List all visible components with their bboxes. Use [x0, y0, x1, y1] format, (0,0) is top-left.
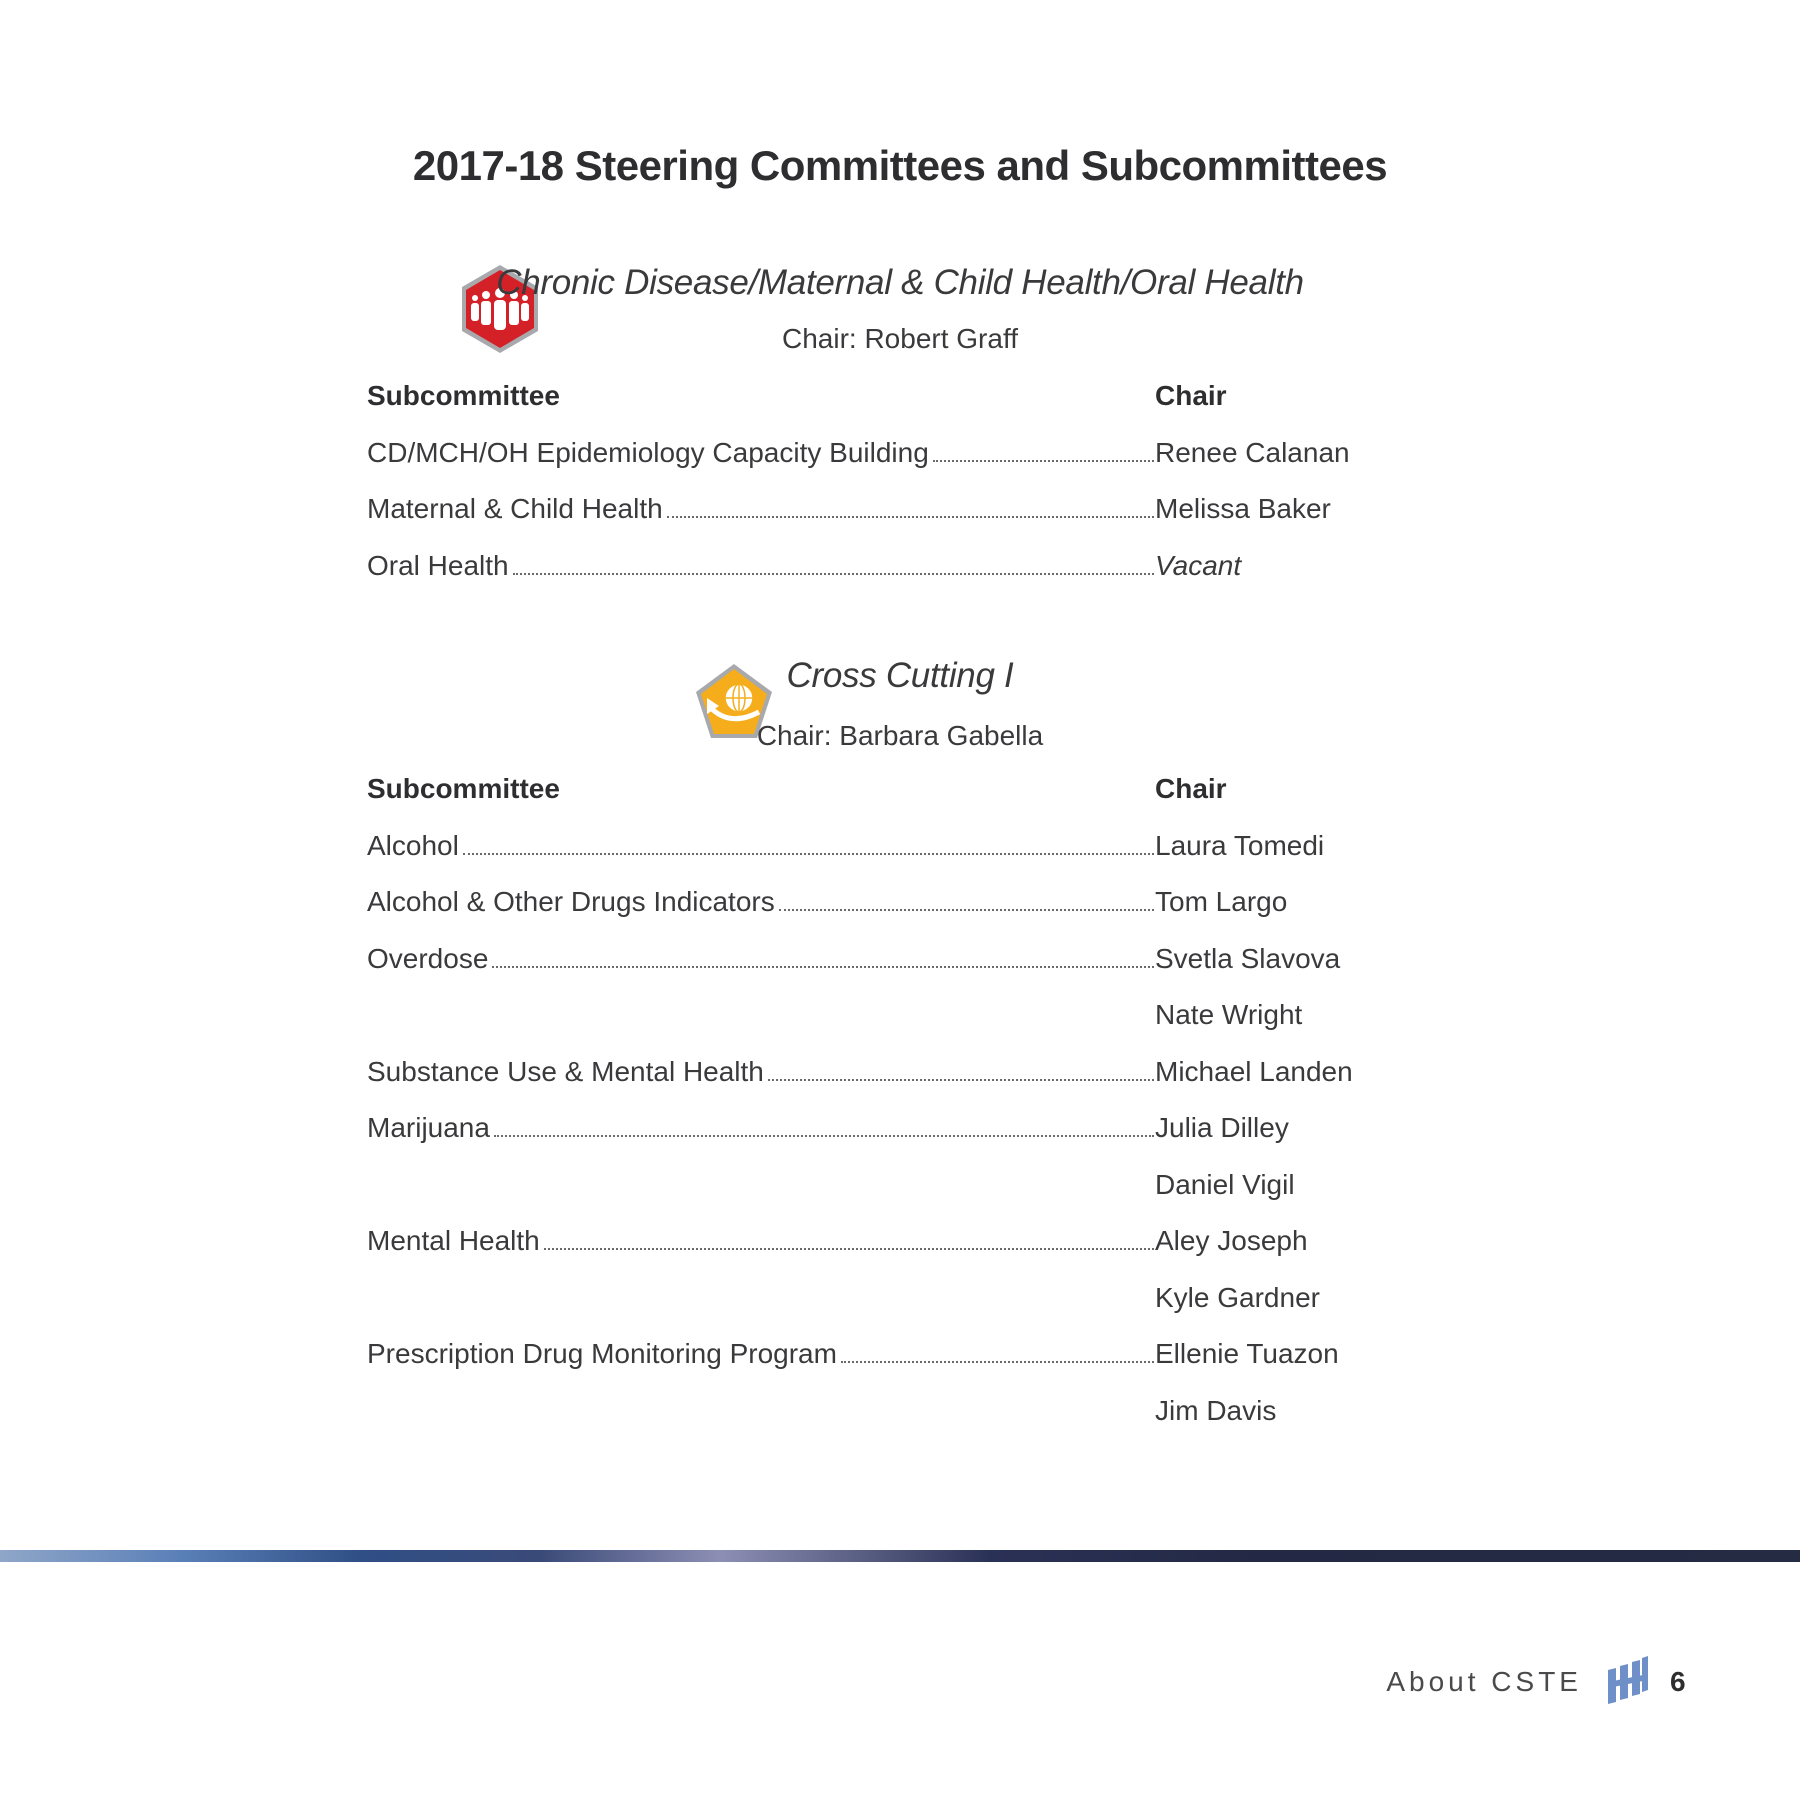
header-subcommittee: Subcommittee — [367, 773, 560, 804]
subcommittee-chair: Melissa Baker — [1155, 493, 1331, 524]
committee-chair: Chair: Barbara Gabella — [756, 720, 1044, 751]
subcommittee-name: Alcohol & Other Drugs Indicators — [367, 886, 775, 917]
subcommittee-chair: Ellenie Tuazon — [1155, 1338, 1339, 1369]
footer-gradient-bar — [0, 1550, 1800, 1562]
page-title: 2017-18 Steering Committees and Subcommittees — [412, 142, 1388, 189]
subcommittee-name: Maternal & Child Health — [367, 493, 663, 524]
cste-logo-icon — [1604, 1656, 1650, 1709]
committee-name: Cross Cutting I — [786, 656, 1014, 695]
leader-dots — [492, 965, 1154, 968]
subcommittee-chair: Kyle Gardner — [1155, 1281, 1320, 1313]
table-row — [367, 1338, 1339, 1395]
subcommittee-chair: Jim Davis — [1155, 1394, 1277, 1426]
page-number: 6 — [1670, 1666, 1686, 1697]
leader-dots — [779, 908, 1154, 911]
table-row — [367, 886, 1327, 943]
table-header — [367, 773, 1327, 830]
table-row — [367, 436, 1350, 494]
committee-cross-cutting — [0, 650, 1800, 1426]
table-row — [367, 942, 1341, 1000]
subcommittee-name: Overdose — [367, 942, 489, 974]
subcommittee-chair: Laura Tomedi — [1155, 829, 1325, 861]
table-row — [367, 1395, 1327, 1452]
subcommittee-name: Mental Health — [367, 1225, 540, 1256]
table-row — [367, 493, 1331, 550]
subcommittee-name: Substance Use & Mental Health — [367, 1055, 764, 1087]
leader-dots — [463, 852, 1154, 855]
subcommittee-chair: Michael Landen — [1155, 1055, 1353, 1087]
subcommittee-chair: Vacant — [1155, 549, 1242, 581]
table-row — [367, 1282, 1327, 1339]
table-row — [367, 1055, 1353, 1113]
leader-dots — [513, 572, 1154, 575]
table-row — [367, 550, 1327, 607]
subcommittee-chair: Renee Calanan — [1155, 436, 1350, 468]
header-chair: Chair — [1155, 380, 1227, 411]
leader-dots — [544, 1247, 1154, 1250]
subcommittee-chair: Julia Dilley — [1155, 1112, 1289, 1143]
subcommittee-chair: Nate Wright — [1155, 999, 1303, 1030]
header-subcommittee: Subcommittee — [367, 380, 560, 411]
footer-section-label: About CSTE — [1386, 1666, 1582, 1697]
table-row — [367, 1169, 1327, 1226]
table-row — [367, 830, 1327, 887]
subcommittee-name: CD/MCH/OH Epidemiology Capacity Building — [367, 436, 929, 468]
subcommittee-name: Prescription Drug Monitoring Program — [367, 1338, 837, 1369]
subcommittee-table — [367, 773, 1353, 1451]
table-row — [367, 999, 1327, 1056]
committee-name: Chronic Disease/Maternal & Child Health/Oral Health — [496, 263, 1304, 302]
table-row — [367, 1112, 1327, 1169]
header-chair: Chair — [1155, 773, 1227, 804]
subcommittee-chair: Aley Joseph — [1155, 1225, 1308, 1256]
leader-dots — [933, 459, 1154, 462]
subcommittee-name: Marijuana — [367, 1112, 490, 1143]
table-row — [367, 1225, 1327, 1282]
subcommittee-chair: Daniel Vigil — [1155, 1168, 1295, 1200]
subcommittee-table — [367, 380, 1350, 606]
leader-dots — [494, 1134, 1154, 1137]
committee-chair: Chair: Robert Graff — [781, 323, 1019, 354]
leader-dots — [768, 1078, 1154, 1081]
subcommittee-chair: Tom Largo — [1155, 886, 1288, 917]
table-header — [367, 380, 1327, 437]
leader-dots — [841, 1360, 1154, 1363]
leader-dots — [667, 515, 1154, 518]
subcommittee-chair: Svetla Slavova — [1155, 942, 1341, 974]
subcommittee-name: Alcohol — [367, 829, 459, 861]
committee-chronic-disease — [0, 255, 1800, 581]
subcommittee-name: Oral Health — [367, 549, 509, 581]
